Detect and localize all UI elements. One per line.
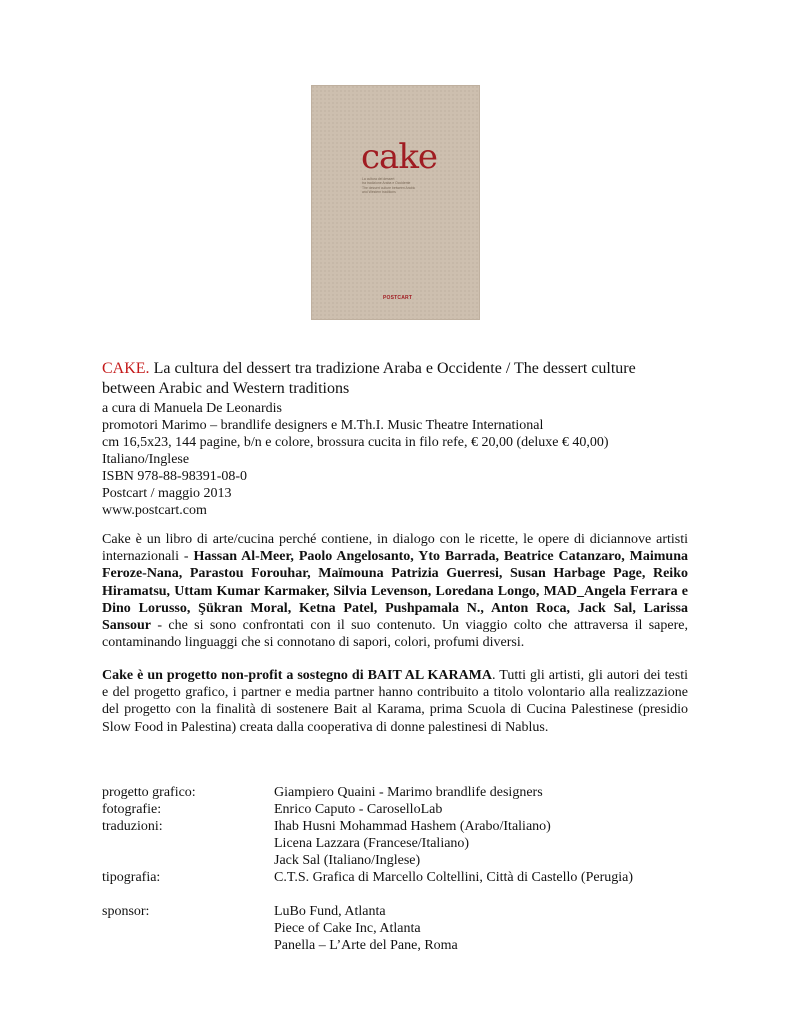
editor-line: a cura di Manuela De Leonardis [102, 401, 282, 416]
cover-publisher-logo: POSTCART [383, 295, 413, 301]
book-cover-image [311, 85, 480, 320]
credit-value: Enrico Caputo - CaroselloLab [274, 802, 443, 817]
credit-label: fotografie: [102, 802, 162, 817]
isbn-line: ISBN 978-88-98391-08-0 [102, 469, 248, 484]
cover-subtitle-line: tra tradizione Araba e Occidente [362, 181, 411, 186]
credit-row-traduzioni [102, 818, 702, 869]
cover-title: cake [361, 137, 438, 177]
cover-subtitle [362, 177, 432, 195]
credit-label: tipografia: [102, 870, 161, 885]
credit-value: Licena Lazzara (Francese/Italiano) [274, 836, 470, 851]
nonprofit-paragraph [102, 667, 688, 736]
artists-list: Hassan Al-Meer, Paolo Angelosanto, Yto Barrada, Beatrice Catanzaro, Maimuna Feroze-Nana, Parastou Forouhar, Maïmouna Patrizia Guerresi, Susan Harbage Page, Reiko Hiramatsu, Uttam Kumar Karmaker, Silvia Levenson, Loredana Longo, MAD_Angela Ferrara e Dino Lorusso, Şükran Moral, Ketna Patel, Pushpamala N., Anton Roca, Jack Sal, Larissa Sansour [102, 549, 688, 634]
language-line: Italiano/Inglese [102, 452, 190, 467]
book-heading [102, 359, 692, 399]
website-link[interactable]: www.postcart.com [102, 503, 207, 518]
credit-row-grafico [102, 784, 702, 801]
promoters-line: promotori Marimo – brandlife designers e M.Th.I. Music Theatre International [102, 418, 544, 433]
description-intro: Cake è un libro di arte/cucina perché contiene, in dialogo con le ricette, le opere di diciannove artisti internazionali - [102, 532, 688, 565]
credit-label: sponsor: [102, 904, 150, 919]
credit-row-sponsor [102, 903, 702, 954]
cover-subtitle-line: La cultura del dessert [362, 177, 395, 181]
cover-subtitle-line: and Western traditions [362, 190, 396, 195]
description-outro: - che si sono confrontati con il suo contenuto. Un viaggio colto che attraversa il sapere, contaminando linguaggi che si connotano di sapori, colori, profumi diversi. [102, 618, 688, 651]
credit-row-fotografie [102, 801, 702, 818]
credit-value: LuBo Fund, Atlanta [274, 904, 386, 919]
cover-subtitle-line: The dessert culture between Arabic [362, 185, 416, 190]
credit-value: C.T.S. Grafica di Marcello Coltellini, Città di Castello (Perugia) [274, 870, 633, 885]
credit-label: traduzioni: [102, 819, 163, 834]
format-line: cm 16,5x23, 144 pagine, b/n e colore, brossura cucita in filo refe, € 20,00 (deluxe € 40,00) [102, 435, 609, 450]
credit-value: Ihab Husni Mohammad Hashem (Arabo/Italiano) [274, 819, 551, 834]
credits-table [102, 784, 702, 954]
nonprofit-statement: Cake è un progetto non-profit a sostegno di BAIT AL KARAMA [102, 668, 493, 683]
book-title-rest: La cultura del dessert tra tradizione Araba e Occidente / The dessert culture between Arabic and Western traditions [102, 360, 636, 397]
credit-label: progetto grafico: [102, 785, 196, 800]
description-paragraph [102, 531, 688, 651]
credit-value: Panella – L’Arte del Pane, Roma [274, 938, 458, 953]
book-details [102, 400, 702, 519]
credit-row-tipografia [102, 869, 702, 886]
nonprofit-details: . Tutti gli artisti, gli autori dei testi e del progetto grafico, i partner e media partner hanno contribuito a titolo volontario alla realizzazione del progetto con la finalità di sostenere Bait al Karama, prima Scuola di Cucina Palestinese (presidio Slow Food in Palestina) creata dalla cooperativa di donne palestinesi di Nablus. [102, 668, 688, 735]
credit-value: Giampiero Quaini - Marimo brandlife designers [274, 785, 543, 800]
credit-value: Piece of Cake Inc, Atlanta [274, 921, 421, 936]
credit-value: Jack Sal (Italiano/Inglese) [274, 853, 421, 868]
book-title-red: CAKE. [102, 360, 150, 377]
publisher-line: Postcart / maggio 2013 [102, 486, 232, 501]
